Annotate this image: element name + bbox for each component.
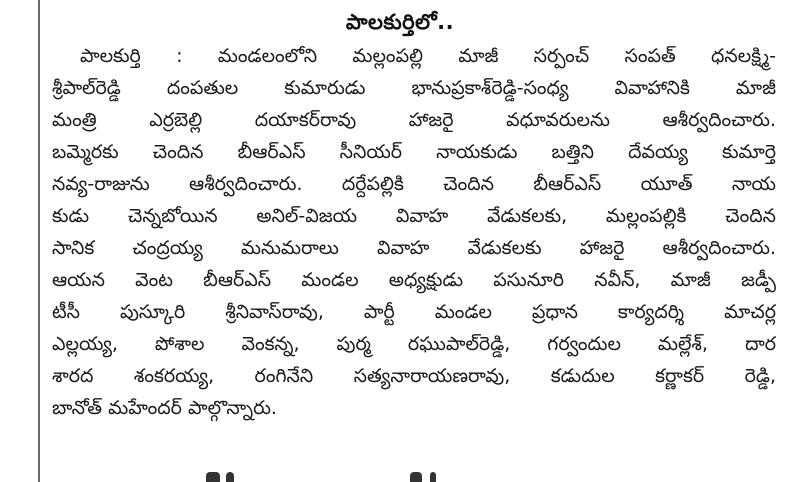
- body-line: సానిక చంద్రయ్య మనుమరాలు వివాహ వేడుకలకు హాజరై ఆశీర్వదించారు.: [52, 237, 776, 259]
- cropped-glyph: [410, 472, 422, 482]
- column-divider: [38, 0, 40, 482]
- cropped-glyph: [226, 472, 234, 482]
- body-line: బానోత్ మహేందర్ పాల్గొన్నారు.: [52, 397, 277, 419]
- body-line: శారద శంకరయ్య, రంగినేని సత్యనారాయణరావు, కడుదుల కర్ణాకర్ రెడ్డి,: [52, 365, 776, 387]
- body-line: ఎల్లయ్య, పోశాల వెంకన్న, పుర్మ రఘుపాల్‌రెడ్డి, గర్వందుల మల్లేశ్, దార: [52, 333, 776, 355]
- cropped-glyph: [430, 472, 436, 482]
- cropped-glyph: [206, 472, 220, 482]
- body-line: శ్రీపాల్‌రెడ్డి దంపతుల కుమారుడు భానుప్రకాశ్‌రెడ్డి-సంధ్య వివాహానికి మాజీ: [52, 77, 776, 99]
- article-body: [52, 40, 776, 424]
- body-line: టీసీ పుస్కూరి శ్రీనివాస్‌రావు, పార్టీ మండల ప్రధాన కార్యదర్శి మాచర్ల: [52, 301, 776, 323]
- body-line: కుడు చెన్నబోయిన అనిల్-విజయ వివాహ వేడుకలకు, మల్లంపల్లికి చెందిన: [52, 205, 776, 227]
- body-line: నవ్య-రాజును ఆశీర్వదించారు. దర్దేపల్లికి చెందిన బీఆర్ఎస్ యూత్ నాయ: [52, 173, 776, 195]
- cropped-next-heading: [0, 470, 800, 482]
- body-line: పాలకుర్తి : మండలంలోని మల్లంపల్లి మాజీ సర్పంచ్ సంపత్ ధనలక్ష్మి-: [80, 45, 776, 67]
- body-line: ఆయన వెంట బీఆర్ఎస్ మండల అధ్యక్షుడు పసునూరి నవీన్, మాజీ జడ్పీ: [52, 269, 776, 291]
- article-heading: పాలకుర్తిలో..: [345, 10, 455, 34]
- body-line: బమ్మెరకు చెందిన బీఆర్ఎస్ సీనియర్ నాయకుడు బత్తిని దేవయ్య కుమార్తె: [52, 141, 776, 163]
- body-line: మంత్రి ఎర్రబెల్లి దయాకర్‌రావు హాజరై వధూవరులను ఆశీర్వదించారు.: [52, 109, 776, 131]
